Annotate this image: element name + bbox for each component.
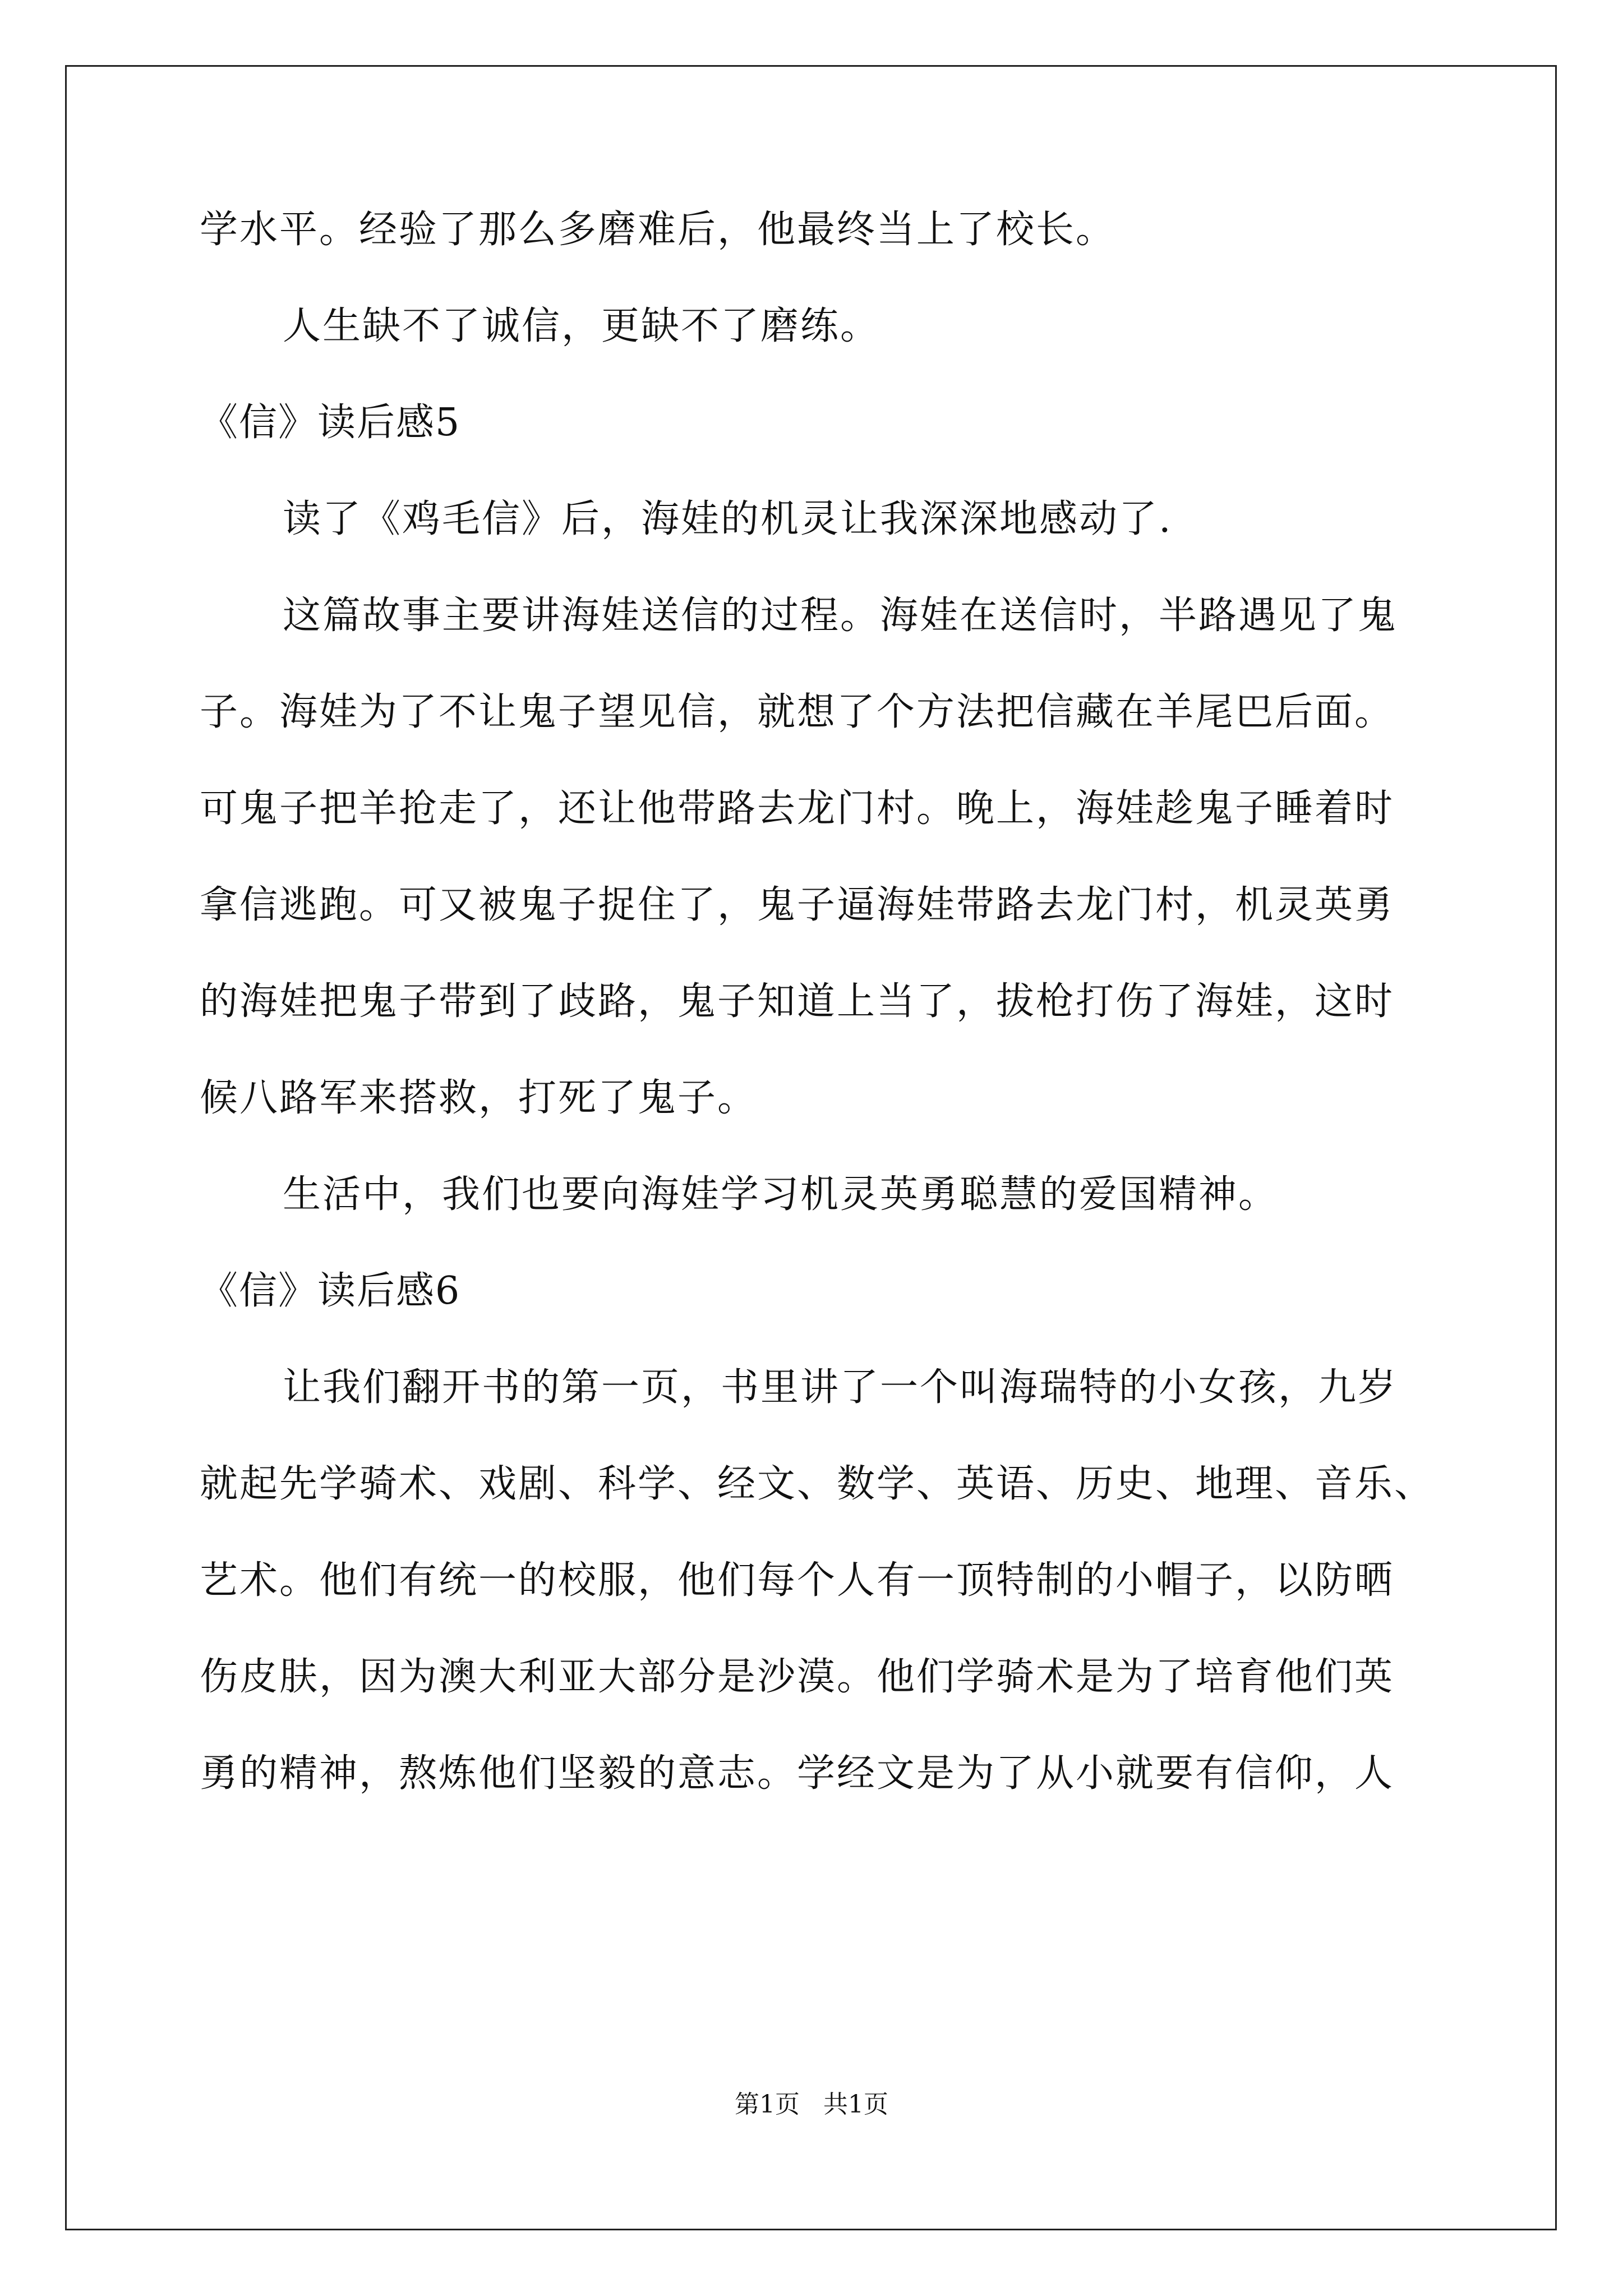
body-line: 学水平。经验了那么多磨难后，他最终当上了校长。 xyxy=(200,208,1116,252)
body-line: 拿信逃跑。可又被鬼子捉住了，鬼子逼海娃带路去龙门村，机灵英勇 xyxy=(200,883,1395,927)
body-line: 可鬼子把羊抢走了，还让他带路去龙门村。晚上，海娃趁鬼子睡着时 xyxy=(200,786,1395,831)
body-line: 子。海娃为了不让鬼子望见信，就想了个方法把信藏在羊尾巴后面。 xyxy=(200,690,1395,734)
paragraph-line: 生活中，我们也要向海娃学习机灵英勇聪慧的爱国精神。 xyxy=(283,1172,1279,1217)
body-line: 伤皮肤，因为澳大利亚大部分是沙漠。他们学骑术是为了培育他们英 xyxy=(200,1655,1395,1699)
body-line: 就起先学骑术、戏剧、科学、经文、数学、英语、历史、地理、音乐、 xyxy=(200,1462,1435,1506)
paragraph-line: 让我们翻开书的第一页，书里讲了一个叫海瑞特的小女孩，九岁 xyxy=(283,1365,1398,1410)
paragraph-line: 人生缺不了诚信，更缺不了磨练。 xyxy=(283,304,880,348)
body-line: 的海娃把鬼子带到了歧路，鬼子知道上当了，拔枪打伤了海娃，这时 xyxy=(200,979,1395,1024)
paragraph-line: 读了《鸡毛信》后，海娃的机灵让我深深地感动了. xyxy=(283,497,1173,541)
section-heading: 《信》读后感5 xyxy=(200,401,461,445)
body-line: 候八路军来搭救，打死了鬼子。 xyxy=(200,1076,758,1120)
body-line: 艺术。他们有统一的校服，他们每个人有一顶特制的小帽子，以防晒 xyxy=(200,1558,1395,1603)
page-footer: 第1页 共1页 xyxy=(735,2090,888,2119)
paragraph-line: 这篇故事主要讲海娃送信的过程。海娃在送信时，半路遇见了鬼 xyxy=(283,593,1398,638)
section-heading: 《信》读后感6 xyxy=(200,1269,461,1313)
body-line: 勇的精神，熬炼他们坚毅的意志。学经文是为了从小就要有信仰，人 xyxy=(200,1751,1395,1796)
page-border xyxy=(65,65,1557,2230)
